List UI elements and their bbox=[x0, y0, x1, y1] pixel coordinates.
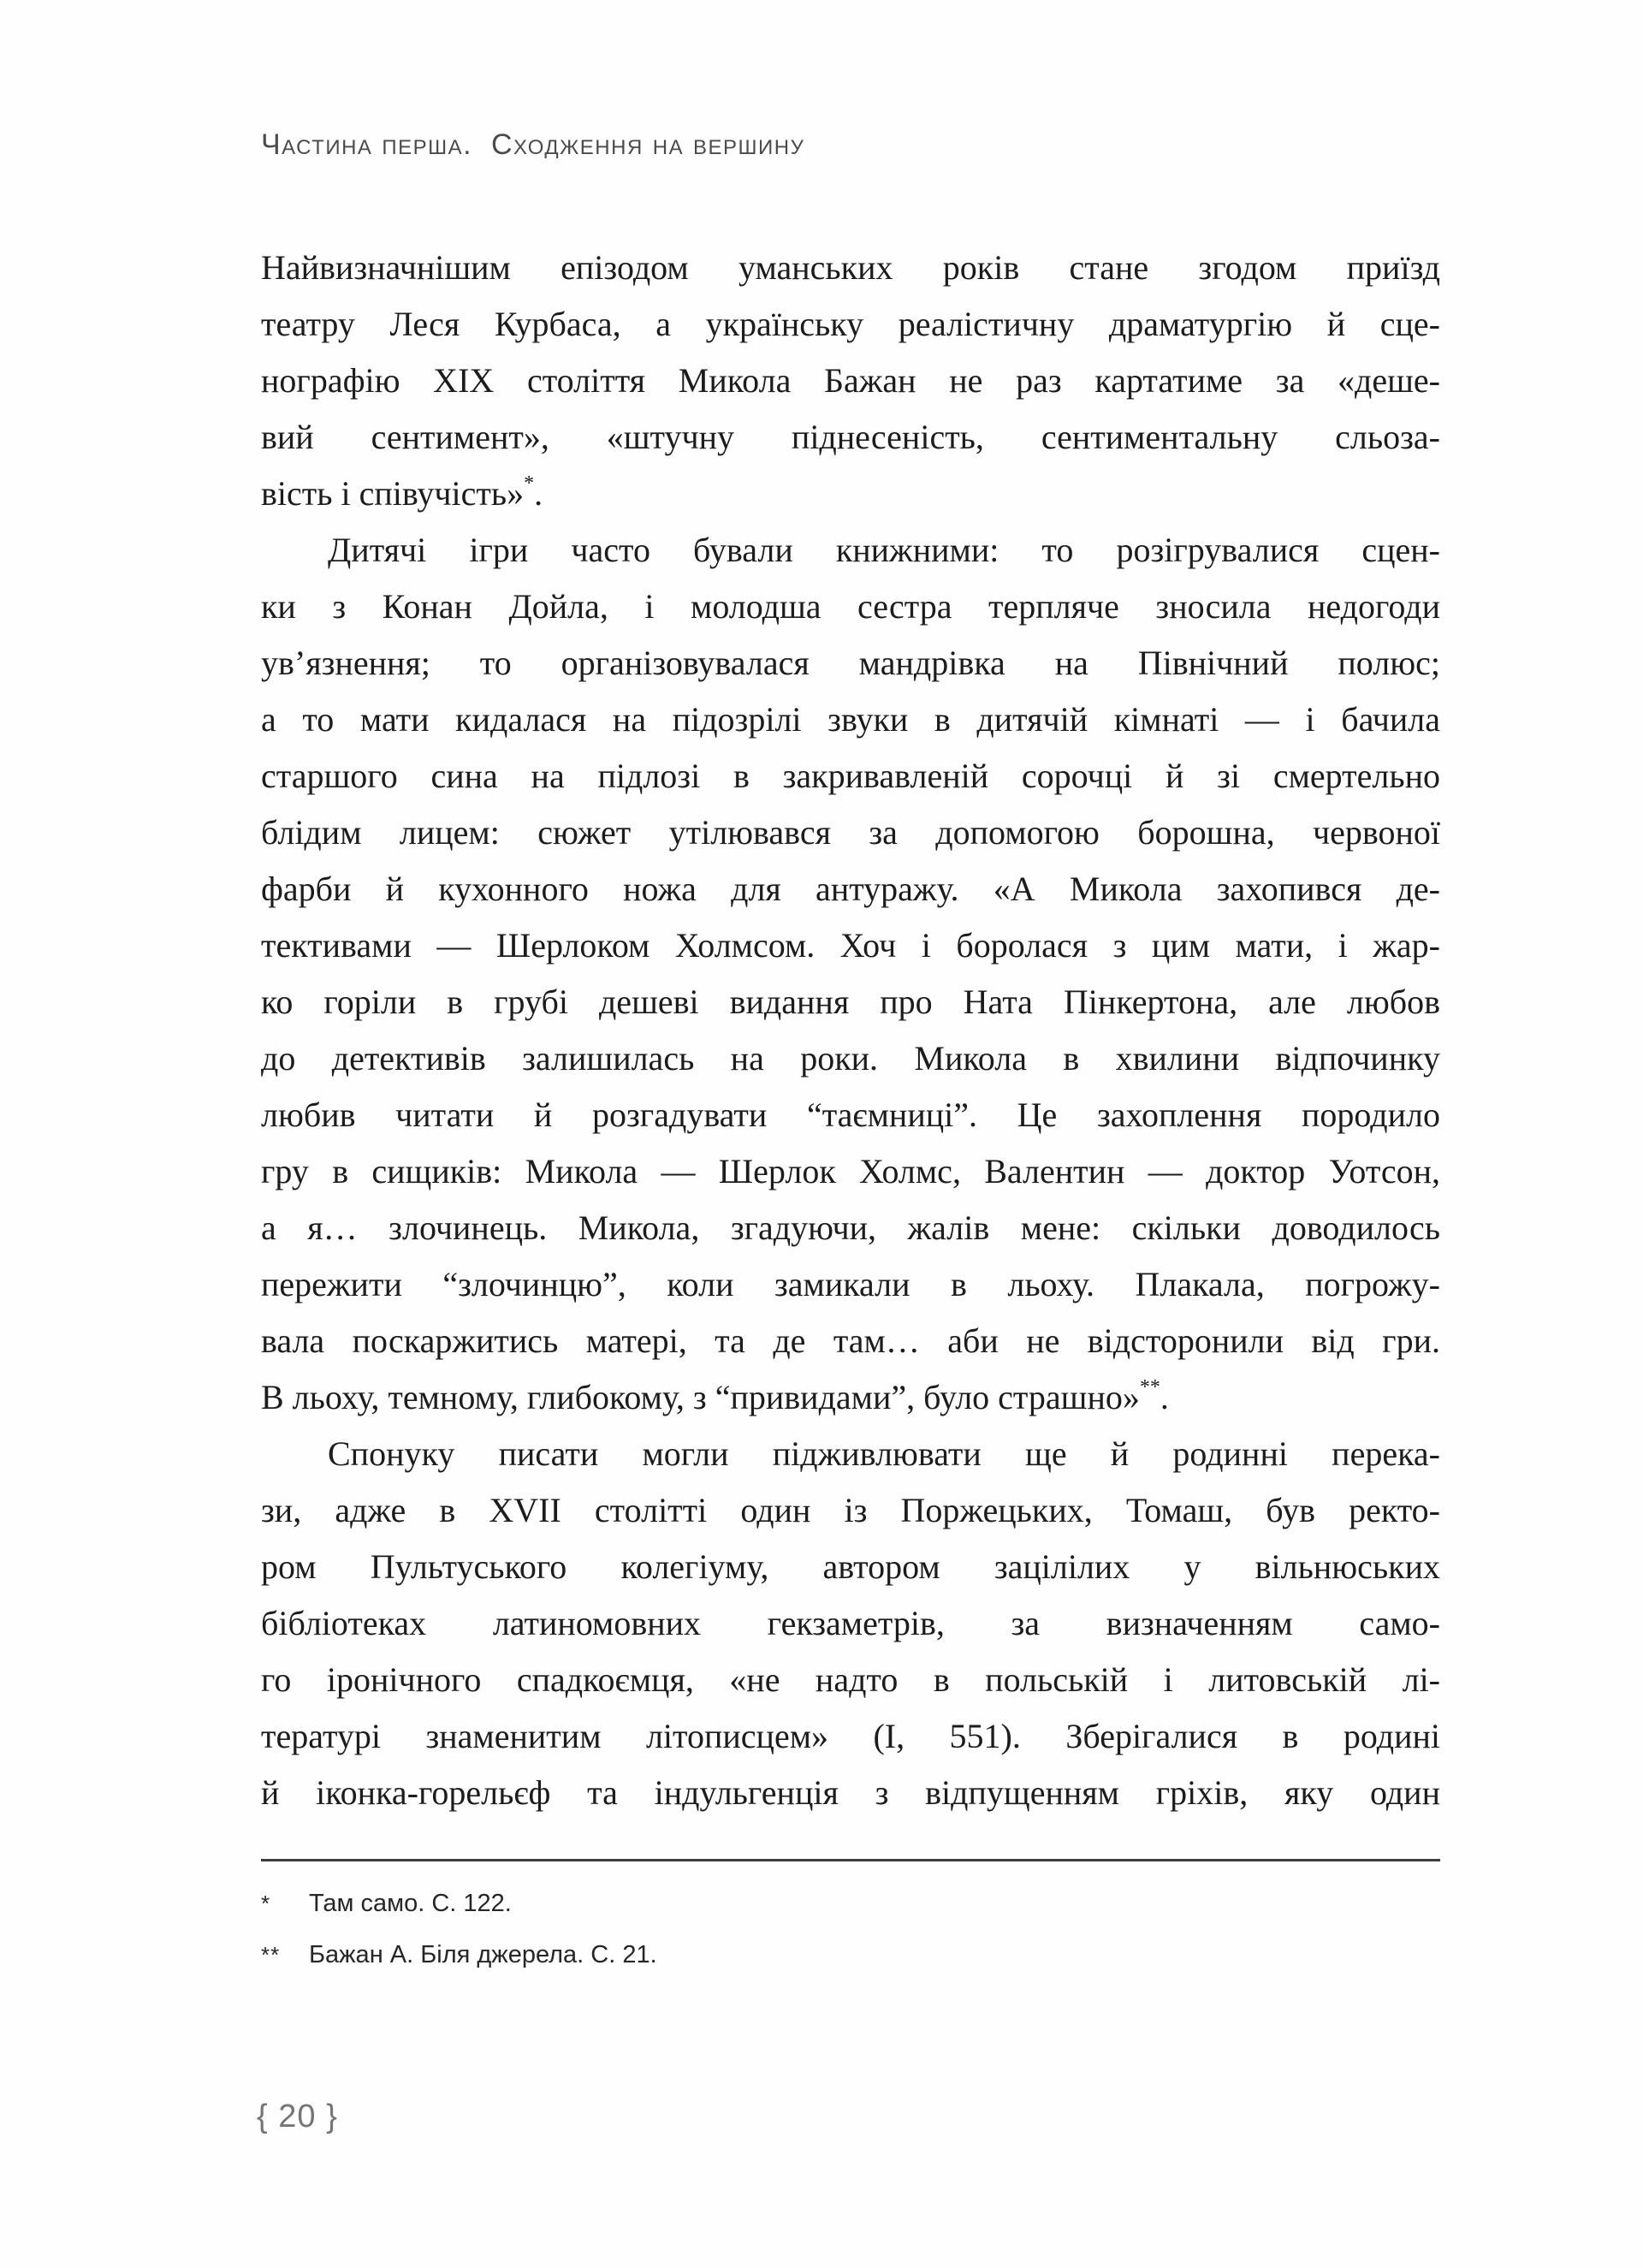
body-line: й іконка-горельєф та індульгенція з відпущенням гріхів, яку один bbox=[261, 1773, 1440, 1812]
footnote-text: Бажан А. Біля джерела. С. 21. bbox=[309, 1941, 657, 1968]
body-line: фарби й кухонного ножа для антуражу. «А Микола захопився де- bbox=[261, 870, 1440, 908]
body-text bbox=[261, 240, 1440, 1821]
body-line: бібліотеках латиномовних гекзаметрів, за визначенням само- bbox=[261, 1604, 1440, 1642]
body-line: театру Леся Курбаса, а українську реалістичну драматургію й сце- bbox=[261, 305, 1440, 343]
body-line: тективами — Шерлоком Холмсом. Хоч і боролася з цим мати, і жар- bbox=[261, 926, 1440, 965]
body-line: любив читати й розгадувати “таємниці”. Це захоплення породило bbox=[261, 1095, 1440, 1134]
body-line: ув’язнення; то організовувалася мандрівка на Північний полюс; bbox=[261, 644, 1440, 682]
body-line: вий сентимент», «штучну піднесеність, сентиментальну сльоза- bbox=[261, 418, 1440, 456]
body-line bbox=[261, 1369, 1440, 1426]
body-line: Дитячі ігри часто бували книжними: то розігрувалися сцен- bbox=[328, 531, 1440, 569]
footnotes bbox=[261, 1888, 1440, 1991]
footnote-rule bbox=[261, 1859, 1440, 1861]
footnote bbox=[261, 1939, 1440, 1970]
body-line: вала поскаржитись матері, та де там… аби не відсторонили від гри. bbox=[261, 1321, 1440, 1360]
body-line-text: . bbox=[1160, 1378, 1169, 1416]
body-line: тературі знаменитим літописцем» (І, 551). Зберігалися в родині bbox=[261, 1717, 1440, 1755]
body-line bbox=[261, 466, 1440, 522]
body-line: ром Пультуського колегіуму, автором зацілілих у вільнюських bbox=[261, 1547, 1440, 1586]
footnote-text: Там само. С. 122. bbox=[309, 1890, 512, 1917]
body-line: блідим лицем: сюжет утілювався за допомогою борошна, червоної bbox=[261, 813, 1440, 852]
body-line: пережити “злочинцю”, коли замикали в льоху. Плакала, погрожу- bbox=[261, 1265, 1440, 1303]
body-line: зи, адже в XVII столітті один із Поржецьких, Томаш, був ректо- bbox=[261, 1491, 1440, 1529]
body-line: го іронічного спадкоємця, «не надто в польській і литовській лі- bbox=[261, 1660, 1440, 1699]
body-line: а то мати кидалася на підозрілі звуки в дитячій кімнаті — і бачила bbox=[261, 700, 1440, 739]
footnote-marker: * bbox=[261, 1891, 271, 1916]
body-line-text: вість і співучість» bbox=[261, 474, 525, 513]
running-head: Частина перша. Сходження на вершину bbox=[261, 128, 805, 161]
footnote-marker: ** bbox=[261, 1942, 281, 1968]
body-line: до детективів залишилась на роки. Микола в хвилини відпочинку bbox=[261, 1039, 1440, 1078]
footnote bbox=[261, 1888, 1440, 1919]
footnote-reference: * bbox=[524, 472, 535, 495]
body-line: старшого сина на підлозі в закривавленій сорочці й зі смертельно bbox=[261, 757, 1440, 795]
body-line: ко горіли в грубі дешеві видання про Ната Пінкертона, але любов bbox=[261, 983, 1440, 1021]
body-line: Спонуку писати могли підживлювати ще й родинні перека- bbox=[328, 1434, 1440, 1473]
body-line-text: В льоху, темному, глибокому, з “привидами”, було страшно» bbox=[261, 1378, 1140, 1416]
page-number: { 20 } bbox=[257, 2099, 338, 2134]
body-line: гру в сищиків: Микола — Шерлок Холмс, Валентин — доктор Уотсон, bbox=[261, 1152, 1440, 1190]
body-line-text: . bbox=[534, 474, 543, 513]
body-line: Найвизначнішим епізодом уманських років стане згодом приїзд bbox=[261, 248, 1440, 287]
body-line: ки з Конан Дойла, і молодша сестра терпляче зносила недогоди bbox=[261, 587, 1440, 626]
footnote-reference: ** bbox=[1139, 1375, 1160, 1398]
body-line: нографію XIX століття Микола Бажан не раз картатиме за «деше- bbox=[261, 361, 1440, 400]
body-line: а я… злочинець. Микола, згадуючи, жалів мене: скільки доводилось bbox=[261, 1208, 1440, 1247]
